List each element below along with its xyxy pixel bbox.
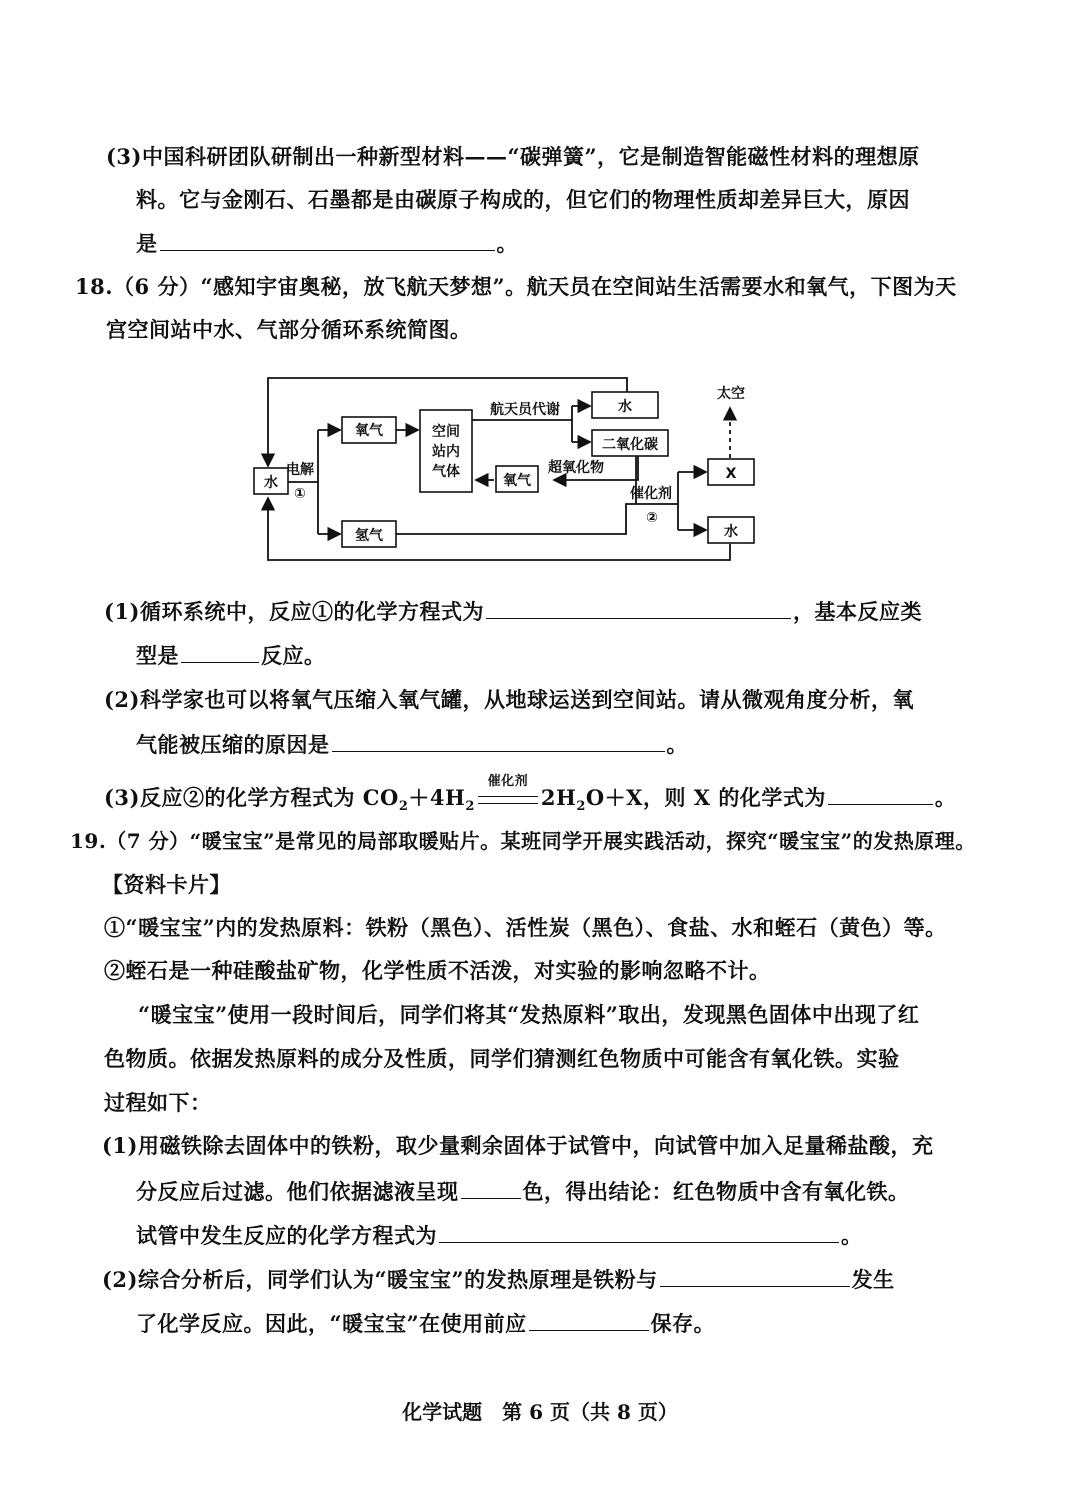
- q18-2-line2: [136, 729, 688, 760]
- q19-1-line3-pre: 试管中发生反应的化学方程式为: [136, 1223, 437, 1248]
- q17-3-line1: (3)中国科研团队研制出一种新型材料——“碳弹簧”，它是制造智能磁性材料的理想原: [106, 144, 920, 169]
- q18-1-pre: (1)循环系统中，反应①的化学方程式为: [104, 599, 484, 624]
- answer-blank[interactable]: [461, 1176, 521, 1199]
- answer-blank[interactable]: [486, 596, 791, 619]
- q19-para1: “暖宝宝”使用一段时间后，同学们将其“发热原料”取出，发现黑色固体中出现了红: [138, 1002, 920, 1027]
- q19-2-line1-pre: (2)综合分析后，同学们认为“暖宝宝”的发热原理是铁粉与: [102, 1267, 658, 1292]
- step2-label: ②: [646, 510, 658, 526]
- q19-1-line2: [136, 1176, 910, 1207]
- cabin-gas-label-1: 空间: [432, 424, 460, 440]
- water-left-label: 水: [264, 475, 278, 491]
- page-footer: 化学试题 第 6 页（共 8 页）: [402, 1400, 678, 1424]
- x-label: X: [725, 466, 737, 482]
- q18-2-pre: 气能被压缩的原因是: [136, 732, 330, 757]
- step1-label: ①: [294, 486, 306, 502]
- q19-para3: 过程如下：: [104, 1090, 212, 1115]
- q18-3-pre: (3)反应②的化学方程式为 CO: [104, 785, 399, 810]
- q18-1-line2-post: 反应。: [261, 643, 326, 668]
- q17-3-line3-pre: 是: [136, 231, 158, 256]
- co2-label: 二氧化碳: [602, 437, 658, 453]
- q17-3-line2: 料。它与金刚石、石墨都是由碳原子构成的，但它们的物理性质却差异巨大，原因: [136, 187, 910, 212]
- superoxide-label: 超氧化物: [548, 460, 604, 476]
- catalyst-condition: 催化剂: [487, 774, 529, 789]
- q18-3-line: [104, 774, 957, 822]
- cabin-gas-label-2: 站内: [432, 444, 460, 460]
- q18-line2: 宫空间站中水、气部分循环系统简图。: [106, 317, 472, 342]
- electrolysis-label: 电解: [286, 462, 314, 478]
- subscript: 2: [398, 799, 409, 815]
- q18-1-line2-pre: 型是: [136, 643, 179, 668]
- hydrogen-label: 氢气: [355, 528, 383, 544]
- q18-1-post: ，基本反应类: [792, 599, 922, 624]
- q19-para2: 色物质。依据发热原料的成分及性质，同学们猜测红色物质中可能含有氧化铁。实验: [104, 1046, 900, 1071]
- q19-line1: 19.（7 分）“暖宝宝”是常见的局部取暖贴片。某班同学开展实践活动，探究“暖宝宝”的发热原理。: [70, 829, 976, 853]
- q19-1-line1: (1)用磁铁除去固体中的铁粉，取少量剩余固体于试管中，向试管中加入足量稀盐酸，充: [102, 1133, 934, 1158]
- q18-line1: 18.（6 分）“感知宇宙奥秘，放飞航天梦想”。航天员在空间站生活需要水和氧气，下图为天: [75, 274, 957, 299]
- oxygen-top-label: 氧气: [355, 423, 383, 439]
- q18-2-line1: (2)科学家也可以将氧气压缩入氧气罐，从地球运送到空间站。请从微观角度分析，氧: [104, 687, 914, 712]
- q19-1-line2-pre: 分反应后过滤。他们依据滤液呈现: [136, 1179, 459, 1204]
- q19-1-line3: [136, 1220, 863, 1251]
- q19-1-line3-post: 。: [841, 1223, 863, 1248]
- water-top-label: 水: [618, 399, 632, 415]
- water-bottom-label: 水: [724, 524, 738, 540]
- subscript: 2: [465, 799, 475, 815]
- card-item-2: ②蛭石是一种硅酸盐矿物，化学性质不活泼，对实验的影响忽略不计。: [104, 958, 771, 983]
- q19-2-line2-pre: 了化学反应。因此，“暖宝宝”在使用前应: [136, 1311, 527, 1336]
- q19-2-line2-post: 保存。: [650, 1311, 716, 1336]
- answer-blank[interactable]: [660, 1264, 850, 1287]
- q18-3-mid: ＋4H: [408, 785, 466, 810]
- q19-2-line1: [102, 1264, 895, 1295]
- catalyst-equals: [477, 774, 539, 813]
- metabolism-label: 航天员代谢: [490, 402, 560, 418]
- q18-3-prod2: O＋X，则 X 的化学式为: [585, 785, 826, 810]
- q19-1-line2-post: 色，得出结论：红色物质中含有氧化铁。: [522, 1179, 910, 1204]
- q19-2-line1-post: 发生: [851, 1267, 895, 1292]
- q17-3-line3: [136, 228, 518, 259]
- q18-2-post: 。: [666, 732, 688, 757]
- oxygen-mid-label: 氧气: [503, 473, 531, 489]
- answer-blank[interactable]: [160, 228, 495, 251]
- answer-blank[interactable]: [439, 1220, 839, 1243]
- answer-blank[interactable]: [828, 782, 933, 805]
- q18-1-line2: [136, 640, 326, 671]
- q17-3-line3-post: 。: [496, 231, 518, 256]
- space-label: 太空: [717, 386, 745, 402]
- q18-1-line1: [104, 596, 922, 627]
- answer-blank[interactable]: [529, 1308, 649, 1331]
- q18-3-post: 。: [934, 785, 957, 810]
- subscript: 2: [576, 799, 586, 815]
- circulation-diagram: [250, 372, 770, 572]
- answer-blank[interactable]: [181, 640, 259, 663]
- catalyst-label: 催化剂: [630, 486, 672, 502]
- cabin-gas-label-3: 气体: [432, 464, 460, 480]
- q18-3-prod: 2H: [540, 785, 577, 810]
- card-title: 【资料卡片】: [102, 872, 231, 897]
- answer-blank[interactable]: [332, 729, 665, 752]
- card-item-1: ①“暖宝宝”内的发热原料：铁粉（黑色）、活性炭（黑色）、食盐、水和蛭石（黄色）等。: [104, 915, 947, 940]
- q19-2-line2: [136, 1308, 715, 1339]
